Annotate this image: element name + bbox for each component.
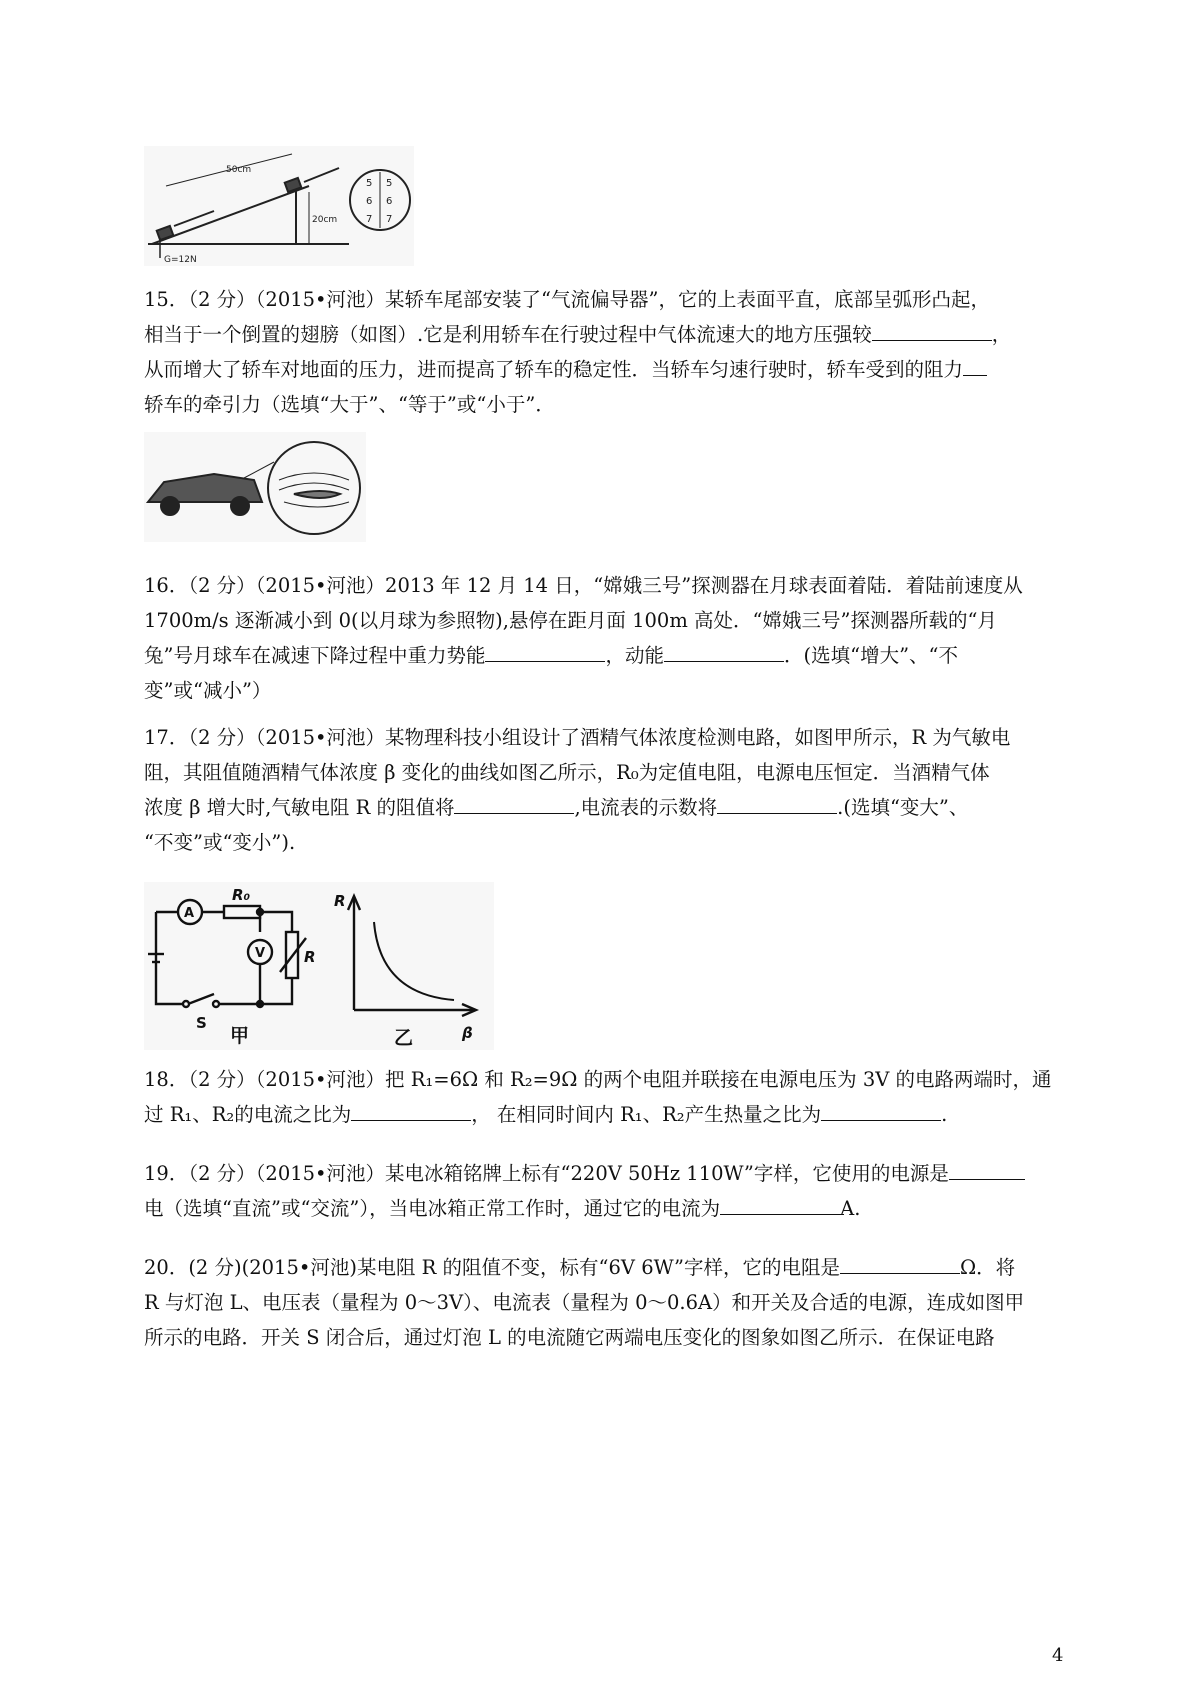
voltmeter-label: V bbox=[255, 946, 266, 961]
r0-label: R₀ bbox=[232, 886, 251, 904]
q20-line2: R 与灯泡 L、电压表（量程为 0～3V）、电流表（量程为 0～0.6A）和开关及合适的电源，连成如图甲 bbox=[144, 1291, 1025, 1314]
incline-spring-scale-figure bbox=[144, 146, 414, 266]
q19-line2-b: A. bbox=[840, 1197, 861, 1220]
switch-label: S bbox=[196, 1014, 207, 1032]
q17-line3-a: 浓度 β 增大时,气敏电阻 R 的阻值将 bbox=[144, 796, 455, 819]
q15-line3-a: 从而增大了轿车对地面的压力，进而提高了轿车的稳定性．当轿车匀速行驶时，轿车受到的阻力 bbox=[144, 358, 964, 381]
q18-line2-c: . bbox=[941, 1103, 948, 1126]
q16-line2: 1700m/s 逐渐减小到 0(以月球为参照物),悬停在距月面 100m 高处．“嫦娥三号”探测器所载的“月 bbox=[144, 609, 997, 632]
car-airflow-figure bbox=[144, 432, 366, 542]
scale-left-mark-2: 6 bbox=[366, 196, 373, 207]
q20-line3: 所示的电路．开关 S 闭合后，通过灯泡 L 的电流随它两端电压变化的图象如图乙所示．在保证电路 bbox=[144, 1326, 995, 1349]
q16-line3-c: ．(选填“增大”、“不 bbox=[784, 644, 959, 667]
q15-line1: 15．（2 分）（2015•河池）某轿车尾部安装了“气流偏导器”，它的上表面平直，底部呈弧形凸起， bbox=[144, 288, 990, 311]
question-16 bbox=[144, 568, 1064, 708]
q17-line3-b: ,电流表的示数将 bbox=[574, 796, 718, 819]
q17-line3-c: .(选填“变大”、 bbox=[837, 796, 969, 819]
q16-line3-a: 兔”号月球车在减速下降过程中重力势能 bbox=[144, 644, 486, 667]
incline-height-label: 20cm bbox=[312, 215, 338, 225]
q20-line1-b: Ω．将 bbox=[960, 1256, 1016, 1279]
q18-line2-b: ， 在相同时间内 R₁、R₂产生热量之比为 bbox=[471, 1103, 822, 1126]
q18-line2-a: 过 R₁、R₂的电流之比为 bbox=[144, 1103, 352, 1126]
graph-x-axis-label: β bbox=[462, 1024, 473, 1042]
q15-line2-a: 相当于一个倒置的翅膀（如图）.它是利用轿车在行驶过程中气体流速大的地方压强较 bbox=[144, 323, 872, 346]
q17-line2: 阻，其阻值随酒精气体浓度 β 变化的曲线如图乙所示，R₀为定值电阻，电源电压恒定．当酒精气体 bbox=[144, 761, 990, 784]
q17-answer-blank-2[interactable] bbox=[717, 791, 837, 814]
q18-line1: 18．（2 分）（2015•河池）把 R₁=6Ω 和 R₂=9Ω 的两个电阻并联接在电源电压为 3V 的电路两端时，通 bbox=[144, 1068, 1052, 1091]
q15-line2-b: ， bbox=[991, 323, 1012, 346]
scale-left-mark-3: 7 bbox=[366, 214, 373, 225]
q18-answer-blank-2[interactable] bbox=[821, 1098, 941, 1121]
q15-line4: 轿车的牵引力（选填“大于”、“等于”或“小于”． bbox=[144, 393, 555, 416]
q16-answer-blank-1[interactable] bbox=[485, 639, 605, 662]
ammeter-label: A bbox=[184, 906, 195, 921]
q16-line4: 变”或“减小”） bbox=[144, 679, 272, 702]
q16-answer-blank-2[interactable] bbox=[664, 639, 784, 662]
page-number: 4 bbox=[1052, 1645, 1064, 1666]
incline-length-label: 50cm bbox=[226, 165, 252, 175]
question-18 bbox=[144, 1062, 1064, 1132]
q19-line1-a: 19．（2 分）（2015•河池）某电冰箱铭牌上标有“220V 50Hz 110W”字样，它使用的电源是 bbox=[144, 1162, 949, 1185]
q19-answer-blank-2[interactable] bbox=[720, 1192, 840, 1215]
q20-line1-a: 20．(2 分)(2015•河池)某电阻 R 的阻值不变，标有“6V 6W”字样，它的电阻是 bbox=[144, 1256, 840, 1279]
question-19 bbox=[144, 1156, 1064, 1226]
incline-weight-label: G=12N bbox=[164, 255, 197, 265]
q17-answer-blank-1[interactable] bbox=[454, 791, 574, 814]
circuit-and-graph-figure bbox=[144, 882, 494, 1050]
graph-caption: 乙 bbox=[394, 1027, 414, 1049]
q18-answer-blank-1[interactable] bbox=[351, 1098, 471, 1121]
scale-right-mark-3: 7 bbox=[386, 214, 393, 225]
r-label: R bbox=[304, 948, 316, 966]
question-20 bbox=[144, 1250, 1064, 1355]
q15-answer-blank-1[interactable] bbox=[872, 318, 992, 341]
q16-line1: 16．（2 分）（2015•河池）2013 年 12 月 14 日，“嫦娥三号”探测器在月球表面着陆．着陆前速度从 bbox=[144, 574, 1023, 597]
graph-y-axis-label: R bbox=[334, 892, 346, 910]
q17-line4: “不变”或“变小”). bbox=[144, 831, 296, 854]
question-15 bbox=[144, 282, 1064, 422]
q17-line1: 17．（2 分）（2015•河池）某物理科技小组设计了酒精气体浓度检测电路，如图甲所示，R 为气敏电 bbox=[144, 726, 1011, 749]
scale-right-mark-1: 5 bbox=[386, 178, 393, 189]
q16-line3-b: ，动能 bbox=[605, 644, 664, 667]
scale-left-mark-1: 5 bbox=[366, 178, 373, 189]
question-17 bbox=[144, 720, 1064, 860]
q19-line2-a: 电（选填“直流”或“交流”），当电冰箱正常工作时，通过它的电流为 bbox=[144, 1197, 721, 1220]
car-airflow-deflector-diagram-icon bbox=[148, 442, 360, 534]
scale-right-mark-2: 6 bbox=[386, 196, 393, 207]
circuit-caption: 甲 bbox=[230, 1025, 250, 1047]
q15-answer-blank-2[interactable] bbox=[963, 353, 987, 376]
q19-answer-blank-1[interactable] bbox=[949, 1157, 1025, 1180]
q20-answer-blank-1[interactable] bbox=[840, 1251, 960, 1274]
